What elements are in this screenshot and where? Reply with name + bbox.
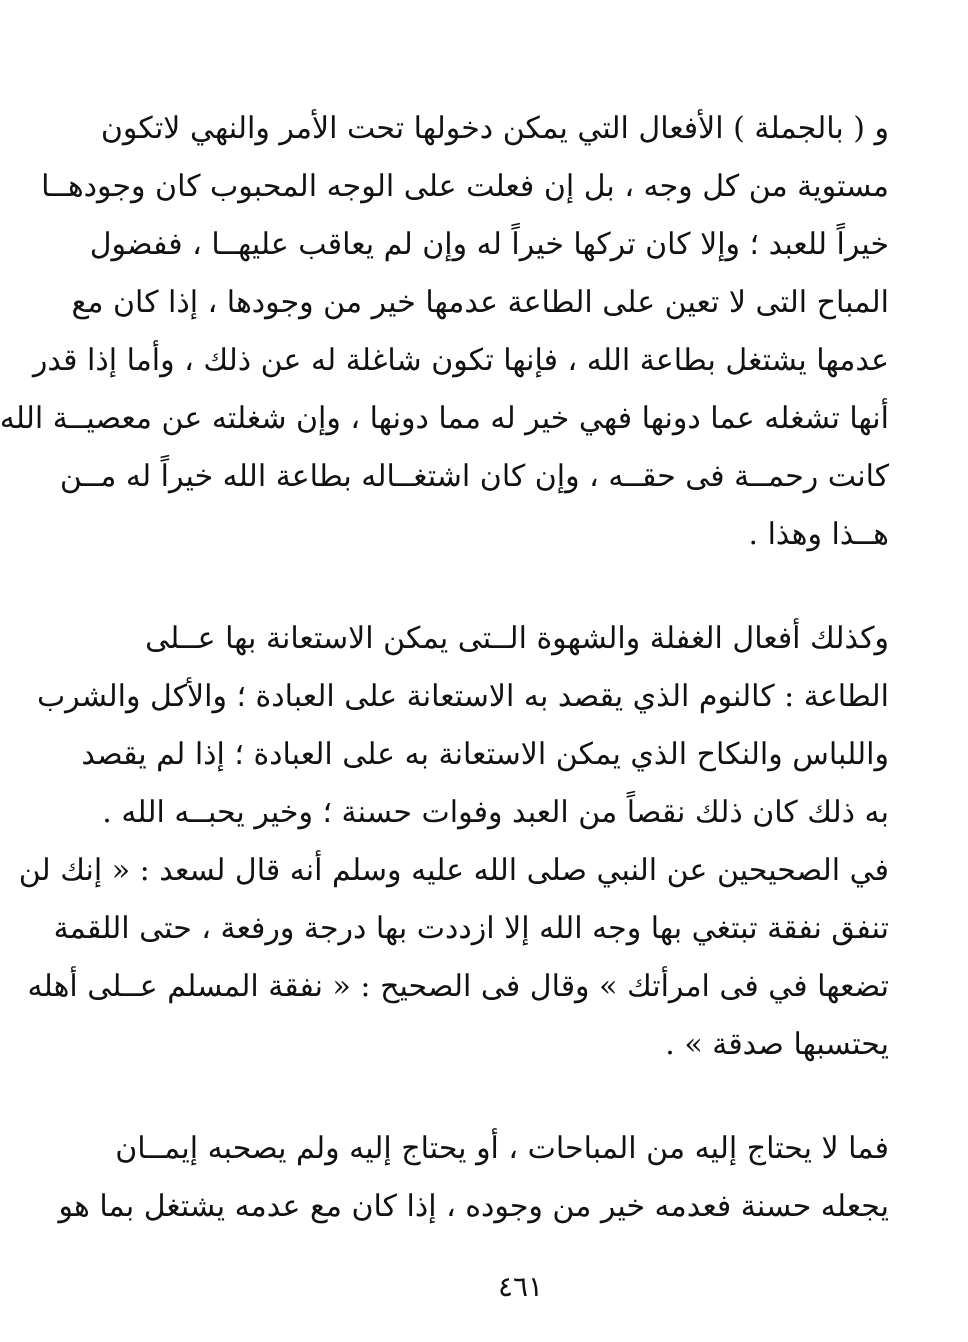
text-line: الطاعة : كالنوم الذي يقصد به الاستعانة على العبادة ؛ والأكل والشرب xyxy=(36,679,889,714)
page-number: ٤٦١ xyxy=(497,1270,544,1303)
text-line: و ( بالجملة ) الأفعال التي يمكن دخولها تحت الأمر والنهي لاتكون xyxy=(100,111,889,146)
paragraph-1 xyxy=(0,100,889,564)
text-line: واللباس والنكاح الذي يمكن الاستعانة به على العبادة ؛ إذا لم يقصد xyxy=(81,737,889,772)
text-line: أنها تشغله عما دونها فهي خير له مما دونها ، وإن شغلته عن معصيــة الله xyxy=(0,401,889,436)
text-line: هــذا وهذا . xyxy=(748,517,889,552)
text-line: تضعها في فى امرأتك » وقال فى الصحيح : « نفقة المسلم عــلى أهله xyxy=(27,969,889,1004)
text-line: وكذلك أفعال الغفلة والشهوة الــتى يمكن الاستعانة بها عــلى xyxy=(145,621,889,656)
text-line: في الصحيحين عن النبي صلى الله عليه وسلم أنه قال لسعد : « إنك لن xyxy=(18,853,889,888)
text-line: عدمها يشتغل بطاعة الله ، فإنها تكون شاغلة له عن ذلك ، وأما إذا قدر xyxy=(32,343,889,378)
text-line: كانت رحمــة فى حقــه ، وإن كان اشتغــاله بطاعة الله خيراً له مــن xyxy=(59,459,889,494)
text-line: مستوية من كل وجه ، بل إن فعلت على الوجه المحبوب كان وجودهــا xyxy=(41,169,889,204)
text-line: يحتسبها صدقة » . xyxy=(665,1027,889,1062)
text-line: فما لا يحتاج إليه من المباحات ، أو يحتاج إليه ولم يصحبه إيمــان xyxy=(115,1131,889,1166)
text-line: يجعله حسنة فعدمه خير من وجوده ، إذا كان مع عدمه يشتغل بما هو xyxy=(58,1189,889,1224)
text-line: المباح التى لا تعين على الطاعة عدمها خير من وجودها ، إذا كان مع xyxy=(71,285,889,320)
text-line: خيراً للعبد ؛ وإلا كان تركها خيراً له وإن لم يعاقب عليهــا ، ففضول xyxy=(89,227,889,262)
paragraph-3 xyxy=(58,1120,889,1236)
paragraph-2 xyxy=(18,610,889,1074)
text-line: به ذلك كان ذلك نقصاً من العبد وفوات حسنة ؛ وخير يحبــه الله . xyxy=(102,795,889,830)
text-line: تنفق نفقة تبتغي بها وجه الله إلا ازددت بها درجة ورفعة ، حتى اللقمة xyxy=(53,911,889,946)
